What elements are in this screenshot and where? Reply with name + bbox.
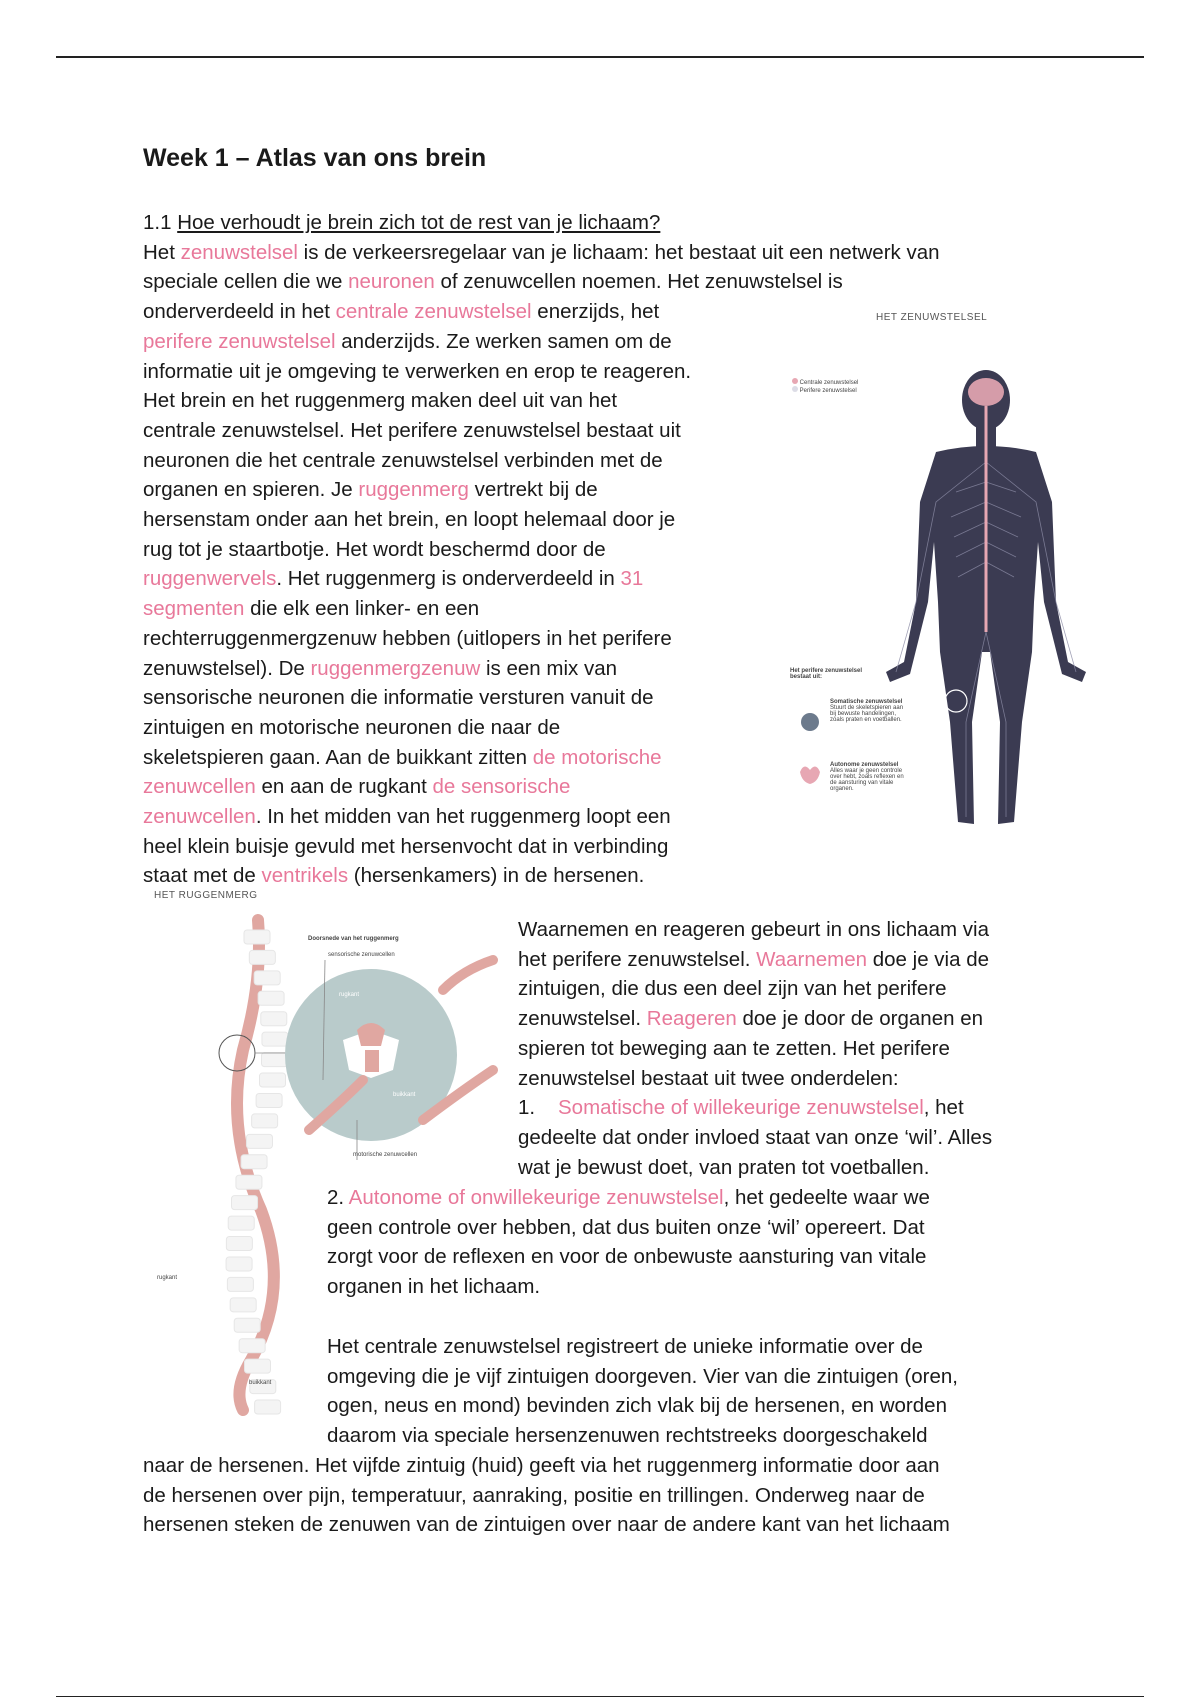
text-line: segmenten die elk een linker- en een — [143, 597, 480, 621]
vertebra — [226, 1237, 252, 1251]
text-line: de hersenen over pijn, temperatuur, aanraking, positie en trillingen. Onderweg naar de — [143, 1483, 925, 1507]
text-line: daarom via speciale hersenzenuwen rechtstreeks doorgeschakeld — [327, 1424, 928, 1448]
vertebra — [262, 1032, 288, 1046]
text-line: speciale cellen die we neuronen of zenuwcellen noemen. Het zenuwstelsel is — [143, 270, 843, 294]
text-line: ruggenwervels. Het ruggenmerg is onderverdeeld in 31 — [143, 567, 644, 591]
text-line: rechterruggenmergzenuw hebben (uitlopers in het perifere — [143, 626, 672, 650]
text-line: Waarnemen en reageren gebeurt in ons lichaam via — [518, 918, 990, 941]
text-line: zenuwcellen. In het midden van het ruggenmerg loopt een — [143, 805, 671, 829]
term-highlight: segmenten — [143, 597, 245, 621]
autonomic-section — [327, 1183, 930, 1302]
text-line: ogen, neus en mond) bevinden zich vlak bij de hersenen, en worden — [327, 1394, 947, 1418]
term-highlight: perifere zenuwstelsel — [143, 329, 336, 353]
vertebra — [252, 1114, 278, 1128]
peripheral-note: Het perifere zenuwstelsel bestaat uit: — [790, 668, 863, 680]
vertebra — [227, 1277, 253, 1291]
term-highlight: Waarnemen — [756, 947, 868, 971]
list-item: 1. Somatische of willekeurige zenuwstelsel, het — [518, 1096, 964, 1120]
human-body-illustration — [786, 302, 1086, 842]
vertebra — [261, 1012, 287, 1026]
lungs-icon — [800, 766, 820, 784]
text-line: neuronen die het centrale zenuwstelsel verbinden met de — [143, 448, 663, 472]
list-item: 2. Autonome of onwillekeurige zenuwstelsel, het gedeelte waar we — [327, 1186, 930, 1209]
term-highlight: zenuwcellen — [143, 775, 256, 799]
text-line: zorgt voor de reflexen en voor de onbewuste aansturing van vitale — [327, 1245, 927, 1269]
perception-section — [518, 915, 992, 1182]
text-line: skeletspieren gaan. Aan de buikkant zitten de motorische — [143, 745, 662, 769]
text-line: zenuwstelsel. Reageren doe je door de organen en — [518, 1007, 984, 1031]
text-line: centrale zenuwstelsel. Het perifere zenuwstelsel bestaat uit — [143, 418, 681, 442]
text-line: informatie uit je omgeving te verwerken en erop te reageren. — [143, 359, 692, 383]
legend: Centrale zenuwstelsel Perifere zenuwstelsel — [792, 378, 858, 394]
vertebra — [255, 1400, 281, 1414]
text-line: organen in het lichaam. — [327, 1275, 541, 1299]
text-line: spieren tot beweging aan te zetten. Het perifere — [518, 1036, 950, 1060]
motor-label: motorische zenuwcellen — [353, 1152, 418, 1158]
text-line: organen en spieren. Je ruggenmerg vertrekt bij de — [143, 478, 598, 502]
figure-title: HET ZENUWSTELSEL — [876, 312, 988, 323]
text-line: zintuigen, die dus een deel zijn van het perifere — [518, 977, 947, 1001]
term-highlight: Reageren — [646, 1007, 737, 1031]
sensory-label: sensorische zenuwcellen — [328, 952, 395, 958]
text-line: Het brein en het ruggenmerg maken deel uit van het — [143, 389, 618, 413]
somatic-legend: Somatische zenuwstelsel Stuurt de skeletspieren aan bij bewuste handelingen, zoals praten en voetballen. — [830, 699, 904, 723]
text-line: zenuwcellen en aan de rugkant de sensorische — [143, 775, 571, 799]
term-highlight: Autonome of onwillekeurige zenuwstelsel — [348, 1186, 724, 1209]
term-highlight: zenuwcellen — [143, 805, 256, 829]
term-highlight: Somatische of willekeurige zenuwstelsel — [558, 1096, 924, 1120]
belly-side-label: buikkant — [249, 1380, 272, 1386]
white-matter-label: buikkant — [393, 1092, 416, 1098]
text-line: heel klein buisje gevuld met hersenvocht dat in verbinding — [143, 834, 669, 858]
text-line: zenuwstelsel). De ruggenmergzenuw is een mix van — [143, 656, 618, 680]
text-line: sensorische neuronen die informatie versturen vanuit de — [143, 686, 654, 710]
central-section-cont — [143, 1451, 950, 1540]
text-line: naar de hersenen. Het vijfde zintuig (huid) geeft via het ruggenmerg informatie door aan — [143, 1454, 940, 1477]
figure-title: HET RUGGENMERG — [154, 890, 258, 901]
text-line: geen controle over hebben, dat dus buiten onze ‘wil’ opereert. Dat — [327, 1215, 925, 1239]
text-line: het perifere zenuwstelsel. Waarnemen doe je via de — [518, 947, 990, 971]
vertebra — [249, 950, 275, 964]
vertebra — [244, 930, 270, 944]
text-line: Het centrale zenuwstelsel registreert de unieke informatie over de — [327, 1335, 923, 1358]
text-line: wat je bewust doet, van praten tot voetballen. — [518, 1155, 930, 1179]
vertebra — [244, 1359, 270, 1373]
text-line: Het zenuwstelsel is de verkeersregelaar van je lichaam: het bestaat uit een netwerk van — [143, 240, 940, 264]
term-highlight: ruggenwervels — [143, 567, 277, 591]
page-title: Week 1 – Atlas van ons brein — [143, 144, 487, 172]
term-highlight: zenuwstelsel — [180, 240, 298, 264]
somatic-icon — [801, 713, 819, 731]
header-rule — [56, 56, 1144, 58]
text-line: zenuwstelsel bestaat uit twee onderdelen: — [518, 1066, 899, 1090]
term-highlight: ruggenmerg — [358, 478, 469, 502]
vertebra — [226, 1257, 252, 1271]
section-heading: 1.1 Hoe verhoudt je brein zich tot de rest van je lichaam? — [143, 211, 661, 234]
text-line: onderverdeeld in het centrale zenuwstelsel enerzijds, het — [143, 300, 660, 324]
term-highlight: ruggenmergzenuw — [310, 656, 481, 680]
text-line: gedeelte dat onder invloed staat van onze ‘wil’. Alles — [518, 1125, 993, 1149]
vertebra — [254, 971, 280, 985]
term-highlight: neuronen — [348, 270, 435, 294]
cross-section-title: Doorsnede van het ruggenmerg — [308, 936, 399, 942]
footer-rule — [56, 1696, 1144, 1697]
vertebra — [228, 1216, 254, 1230]
central-section — [327, 1332, 958, 1451]
vertebra — [236, 1175, 262, 1189]
text-line: zintuigen en motorische neuronen die naar de — [143, 715, 561, 739]
term-highlight: centrale zenuwstelsel — [335, 300, 532, 324]
autonomic-legend: Autonome zenuwstelsel Alles waar je geen controle over hebt, zoals reflexen en de aansturing van vitale organen. — [830, 762, 904, 792]
grey-matter-label: rugkant — [339, 992, 360, 998]
term-highlight: de sensorische — [432, 775, 571, 799]
vertebra — [260, 1073, 286, 1087]
vertebra — [258, 991, 284, 1005]
text-line: perifere zenuwstelsel anderzijds. Ze werken samen om de — [143, 329, 672, 353]
text-line: rug tot je staartbotje. Het wordt beschermd door de — [143, 537, 606, 561]
text-line: hersenen steken de zenuwen van de zintuigen over naar de andere kant van het lichaam — [143, 1513, 950, 1537]
nervous-system-figure — [786, 302, 1086, 842]
vertebra — [262, 1053, 288, 1067]
vertebra — [230, 1298, 256, 1312]
vertebra — [256, 1093, 282, 1107]
vertebra — [246, 1134, 272, 1148]
term-highlight: ventrikels — [261, 864, 349, 888]
vertebra — [239, 1339, 265, 1353]
term-highlight: 31 — [620, 567, 644, 591]
vertebra — [241, 1155, 267, 1169]
back-side-label: rugkant — [157, 1275, 178, 1281]
vertebra — [232, 1196, 258, 1210]
term-highlight: de motorische — [532, 745, 662, 769]
text-line: staat met de ventrikels (hersenkamers) in de hersenen. — [143, 864, 645, 888]
vertebra — [234, 1318, 260, 1332]
text-line: hersenstam onder aan het brein, en loopt helemaal door je — [143, 508, 676, 532]
text-line: omgeving die je vijf zintuigen doorgeven. Vier van die zintuigen (oren, — [327, 1364, 958, 1388]
